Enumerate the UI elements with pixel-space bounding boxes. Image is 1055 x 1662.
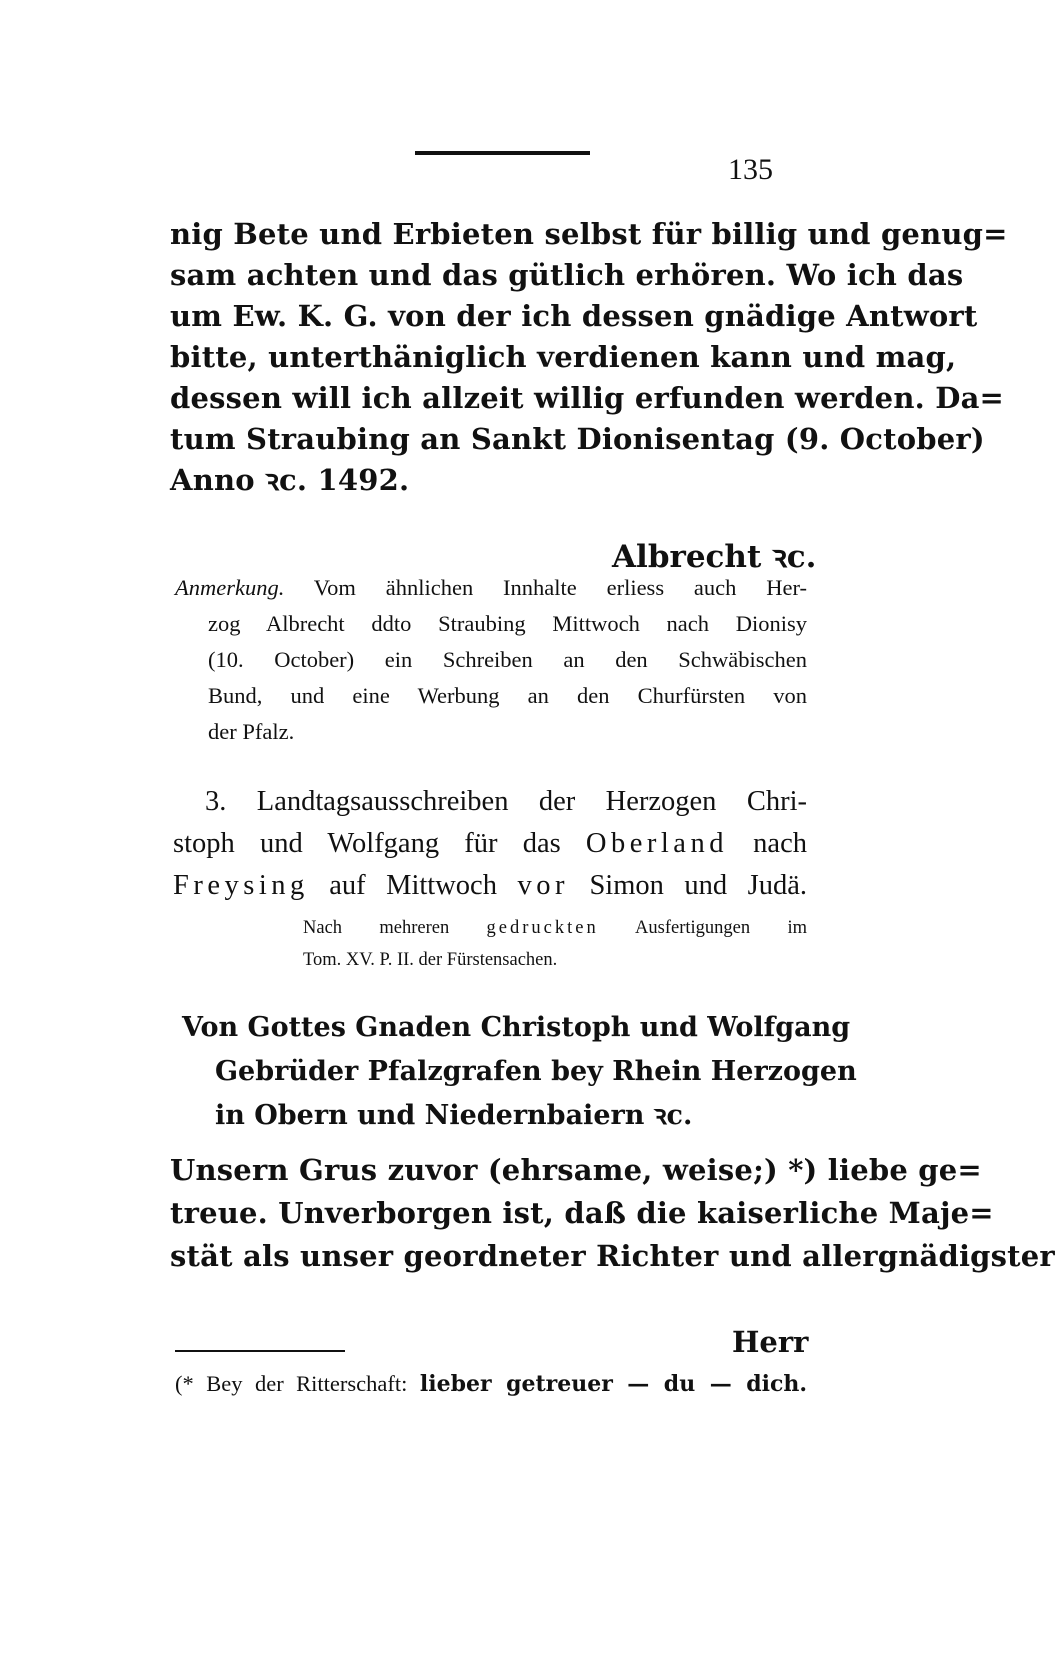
note-label: Anmerkung. <box>175 575 285 600</box>
source-spaced-text: gedruckten <box>486 918 599 938</box>
footnote-fraktur-text: lieber getreuer — du — dich. <box>419 1371 808 1397</box>
footnote-marker: (* <box>175 1371 194 1396</box>
note-line: der Pfalz. <box>208 719 295 744</box>
section-text: nach <box>727 828 807 859</box>
signature: Albrecht ꝛc. <box>612 539 817 575</box>
body-line: tum Straubing an Sankt Dionisentag (9. October) <box>170 422 985 456</box>
body-line: dessen will ich allzeit willig erfunden werden. Da= <box>170 381 1005 415</box>
letter-title-line: Gebrüder Pfalzgrafen bey Rhein Herzogen <box>215 1056 857 1087</box>
note-line: zog Albrecht ddto Straubing Mittwoch nach Dionisy <box>208 611 807 636</box>
note-line: Bund, und eine Werbung an den Churfürsten von <box>208 683 807 708</box>
catchword: Herr <box>732 1325 809 1359</box>
body-line: Unsern Grus zuvor (ehrsame, weise;) *) liebe ge= <box>170 1153 982 1187</box>
body-line: sam achten und das gütlich erhören. Wo ich das <box>170 258 964 292</box>
section-spaced-text: Freysing <box>173 870 309 901</box>
section-text: stoph und Wolfgang für das <box>173 828 586 859</box>
source-text: Ausfertigungen im <box>598 918 807 938</box>
section-spaced-text: Oberland <box>585 828 728 859</box>
source-line <box>303 912 807 944</box>
letter-title-line: in Obern und Niedernbaiern ꝛc. <box>215 1100 693 1131</box>
body-line: Anno ꝛc. 1492. <box>170 463 410 497</box>
body-line: um Ew. K. G. von der ich dessen gnädige Antwort <box>170 299 978 333</box>
page-number: 135 <box>728 153 773 186</box>
body-line: nig Bete und Erbieten selbst für billig und genug= <box>170 217 1008 251</box>
section-heading-line: 3. Landtagsausschreiben der Herzogen Chri- <box>205 786 807 817</box>
section-text: Simon und Judä. <box>568 870 807 901</box>
section-spaced-text: vor <box>517 870 569 901</box>
body-line: stät als unser geordneter Richter und allergnädigster <box>170 1239 1055 1273</box>
footnote-text: Bey der Ritterschaft: <box>206 1371 408 1396</box>
body-line: treue. Unverborgen ist, daß die kaiserliche Maje= <box>170 1196 994 1230</box>
note-line: (10. October) ein Schreiben an den Schwäbischen <box>208 647 807 672</box>
footnote <box>175 1366 807 1402</box>
header-rule <box>415 151 590 155</box>
section-heading-line <box>173 824 807 864</box>
section-text: auf Mittwoch <box>308 870 518 901</box>
note-text: Vom ähnlichen Innhalte erliess auch Her- <box>313 575 807 600</box>
source-line: Tom. XV. P. II. der Fürstensachen. <box>303 950 558 970</box>
source-text: Nach mehreren <box>303 918 487 938</box>
letter-title-line: Von Gottes Gnaden Christoph und Wolfgang <box>182 1012 851 1043</box>
note-first-line <box>175 570 807 606</box>
section-heading-line <box>173 866 807 906</box>
footnote-rule <box>175 1350 345 1352</box>
body-line: bitte, unterthäniglich verdienen kann und mag, <box>170 340 957 374</box>
